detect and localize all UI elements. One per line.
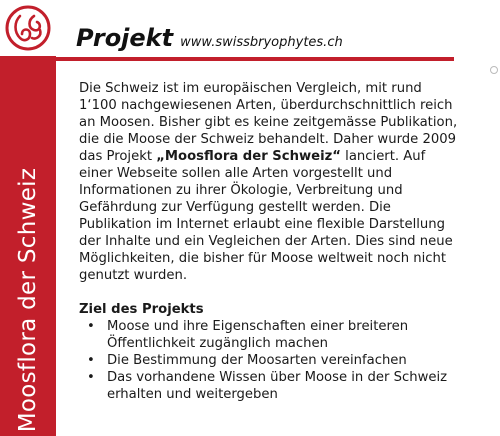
main-content xyxy=(79,80,459,403)
goal-text: Die Bestimmung der Moosarten vereinfachen xyxy=(107,353,407,368)
list-item xyxy=(79,318,459,352)
website-url: www.swissbryophytes.ch xyxy=(180,35,343,50)
header xyxy=(76,24,343,52)
bullet: • xyxy=(87,353,95,368)
logo-box xyxy=(0,0,56,56)
list-item xyxy=(79,369,459,403)
sidebar xyxy=(0,0,56,436)
bullet: • xyxy=(87,370,95,385)
project-name-highlight: „Moosflora der Schweiz“ xyxy=(156,149,341,164)
page-title: Projekt xyxy=(76,24,174,52)
moss-swirl-logo-icon xyxy=(4,4,52,52)
intro-text-1: Die Schweiz ist im europäischen Vergleich, mit rund 1‘100 nachgewiesenen Arten, überdurchschnittlich reich an Moosen. Bisher gibt es keine zeitgemässe Publikation, die die Moose der Schweiz behandelt. Daher wurde 2009 das Projekt xyxy=(79,81,458,164)
goals-list xyxy=(79,318,459,403)
list-item xyxy=(79,352,459,369)
intro-text-2: lanciert. Auf einer Webseite sollen alle Arten vorgestellt und Informationen zu ihrer Ökologie, Verbreitung und Gefährdung zur Verfügung gestellt werden. Die Publikation im Internet erlaubt eine flexible Darstellung der Inhalte und ein Vegleichen der Arten. Dies sind neue Möglichkeiten, die bisher für Moose weltweit noch nicht genutzt wurden. xyxy=(79,149,453,283)
sidebar-title: Moosflora der Schweiz xyxy=(15,167,41,433)
goal-text: Moose und ihre Eigenschaften einer breiteren Öffentlichkeit zugänglich machen xyxy=(107,319,409,351)
bullet: • xyxy=(87,319,95,334)
goals-heading: Ziel des Projekts xyxy=(79,302,204,317)
header-divider xyxy=(56,57,454,61)
intro-paragraph xyxy=(79,80,459,284)
goal-text: Das vorhandene Wissen über Moose in der Schweiz erhalten und weitergeben xyxy=(107,370,448,402)
edge-mark xyxy=(490,66,498,74)
